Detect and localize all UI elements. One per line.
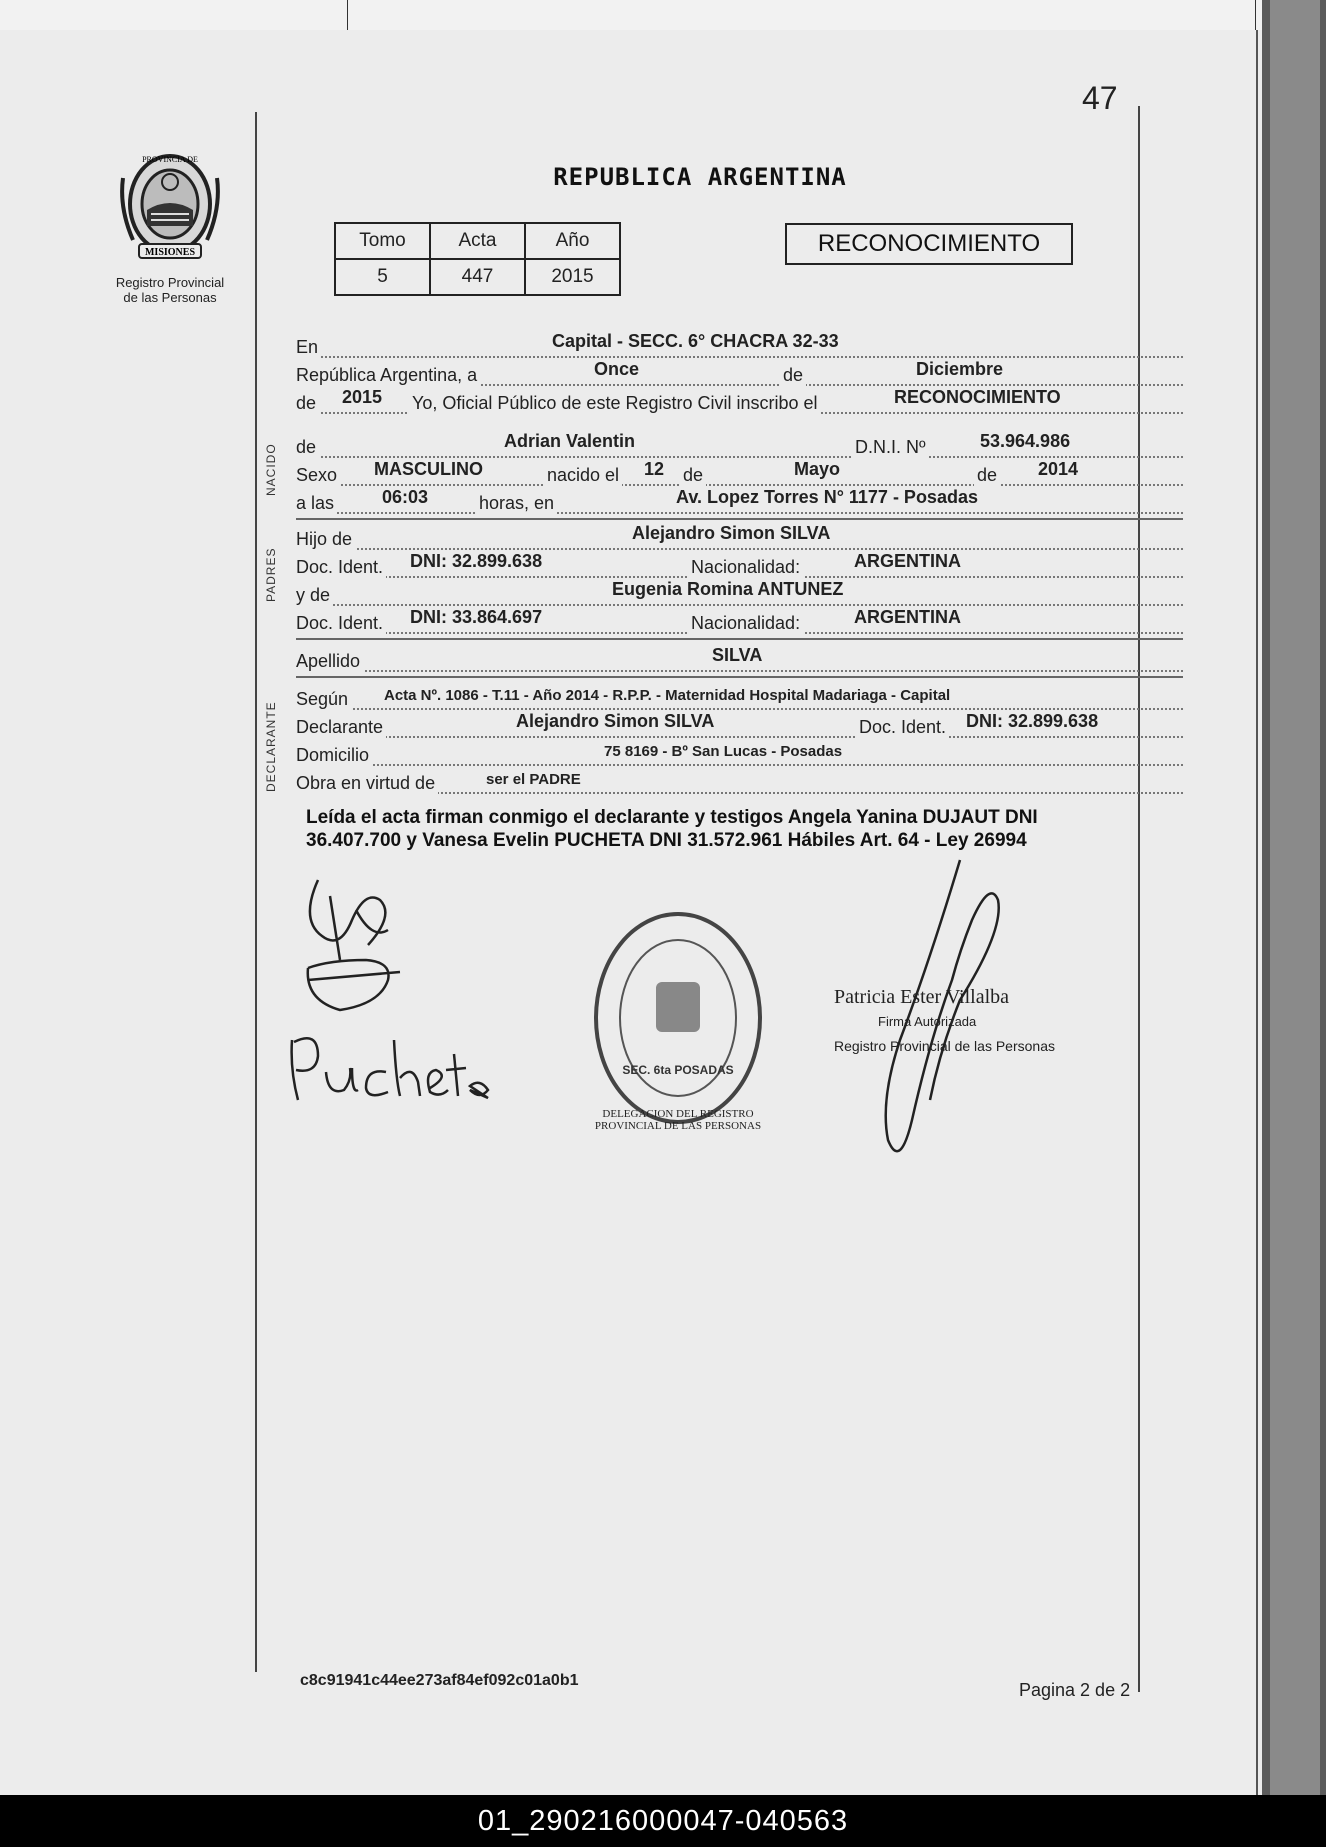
official-role: Firma Autorizada <box>878 1014 977 1029</box>
label-nacido-el: nacido el <box>544 465 622 486</box>
label-doc-ident-declarante: Doc. Ident. <box>856 717 949 738</box>
official-institution: Registro Provincial de las Personas <box>834 1038 1055 1054</box>
registry-header-acta: Acta <box>430 223 525 259</box>
label-nacionalidad-padre: Nacionalidad: <box>688 557 803 578</box>
document-title: REPUBLICA ARGENTINA <box>553 163 847 191</box>
label-de-mes: de <box>780 365 806 386</box>
scan-edge <box>1262 0 1326 1795</box>
registry-value-anio: 2015 <box>525 259 620 295</box>
value-declarante: Alejandro Simon SILVA <box>516 711 715 731</box>
label-de-nac-anio: de <box>974 465 1000 486</box>
side-label-nacido: NACIDO <box>264 443 278 496</box>
stamp-emblem-icon <box>656 982 700 1032</box>
registry-header-anio: Año <box>525 223 620 259</box>
value-domicilio: 75 8169 - Bº San Lucas - Posadas <box>604 743 843 760</box>
witness-signature-1 <box>310 880 388 960</box>
record-type-box: RECONOCIMIENTO <box>785 223 1073 265</box>
side-label-declarante: DECLARANTE <box>264 701 278 792</box>
value-nac-dia: 12 <box>644 459 665 479</box>
page-number: 47 <box>1082 80 1118 116</box>
value-dia: Once <box>594 359 640 379</box>
stamp-ring-text: DELEGACION DEL REGISTRO PROVINCIAL DE LAS PERSONAS <box>594 1108 762 1132</box>
value-obra: ser el PADRE <box>486 771 581 788</box>
label-doc-ident-madre: Doc. Ident. <box>296 613 386 634</box>
value-dni: 53.964.986 <box>980 431 1071 451</box>
value-padre-doc: DNI: 32.899.638 <box>410 551 543 571</box>
value-nac-anio: 2014 <box>1038 459 1079 479</box>
value-lugar-nac: Av. Lopez Torres N° 1177 - Posadas <box>676 487 978 507</box>
value-madre: Eugenia Romina ANTUNEZ <box>612 579 844 599</box>
document-hash: c8c91941c44ee273af84ef092c01a0b1 <box>300 1672 579 1689</box>
value-declarante-doc: DNI: 32.899.638 <box>966 711 1099 731</box>
label-de-anio: de <box>296 393 319 414</box>
scan-edge-bar <box>1270 0 1320 1795</box>
value-segun: Acta Nº. 1086 - T.11 - Año 2014 - R.P.P. - Maternidad Hospital Madariaga - Capital <box>384 687 951 704</box>
label-hijo-de: Hijo de <box>296 529 355 550</box>
side-label-padres: PADRES <box>264 547 278 602</box>
crest-label-line1: Registro Provincial <box>115 275 225 290</box>
signature-pucheta-icon <box>292 1038 488 1100</box>
crest-label-line2: de las Personas <box>123 290 217 305</box>
value-hora: 06:03 <box>382 487 429 507</box>
value-anio: 2015 <box>342 387 383 407</box>
label-a-las: a las <box>296 493 337 514</box>
page-indicator: Pagina 2 de 2 <box>1019 1680 1131 1700</box>
label-republica: República Argentina, a <box>296 365 480 386</box>
closing-statement: Leída el acta firman conmigo el declarante y testigos Angela Yanina DUJAUT DNI 36.407.700 y Vanesa Evelin PUCHETA DNI 31.572.961 Hábiles Art. 64 - Ley 26994 <box>306 807 1038 851</box>
crest-bottom-text: MISIONES <box>144 247 196 258</box>
label-sexo: Sexo <box>296 465 340 486</box>
label-de-nac-mes: de <box>680 465 706 486</box>
registry-value-acta: 447 <box>430 259 525 295</box>
label-domicilio: Domicilio <box>296 745 372 766</box>
label-horas-en: horas, en <box>476 493 557 514</box>
label-obra: Obra en virtud de <box>296 773 438 794</box>
value-mes: Diciembre <box>916 359 1004 379</box>
label-de-nombre: de <box>296 437 319 458</box>
label-dni: D.N.I. Nº <box>852 437 929 458</box>
value-lugar: Capital - SECC. 6° CHACRA 32-33 <box>552 331 839 351</box>
value-padre: Alejandro Simon SILVA <box>632 523 831 543</box>
label-nacionalidad-madre: Nacionalidad: <box>688 613 803 634</box>
scan-footer-id: 01_290216000047-040563 <box>0 1795 1326 1847</box>
label-doc-ident-padre: Doc. Ident. <box>296 557 386 578</box>
official-name: Patricia Ester Villalba <box>834 986 1010 1008</box>
value-acto: RECONOCIMIENTO <box>894 387 1061 407</box>
label-apellido: Apellido <box>296 651 363 672</box>
registry-header-tomo: Tomo <box>335 223 430 259</box>
label-declarante: Declarante <box>296 717 386 738</box>
value-sexo: MASCULINO <box>374 459 483 479</box>
value-apellido: SILVA <box>712 645 763 665</box>
value-nombre: Adrian Valentin <box>504 431 636 451</box>
label-y-de: y de <box>296 585 333 606</box>
value-madre-nac: ARGENTINA <box>854 607 961 627</box>
witness-signature-2 <box>308 960 400 1010</box>
registry-value-tomo: 5 <box>335 259 430 295</box>
value-nac-mes: Mayo <box>794 459 841 479</box>
label-segun: Según <box>296 689 351 710</box>
value-madre-doc: DNI: 33.864.697 <box>410 607 543 627</box>
label-yo-oficial: Yo, Oficial Público de este Registro Civil inscribo el <box>409 393 821 414</box>
stamp-inner-text: SEC. 6ta POSADAS <box>622 1063 734 1077</box>
label-en: En <box>296 337 321 358</box>
crest-top-text: PROVINCIA DE <box>142 155 198 164</box>
value-padre-nac: ARGENTINA <box>854 551 961 571</box>
